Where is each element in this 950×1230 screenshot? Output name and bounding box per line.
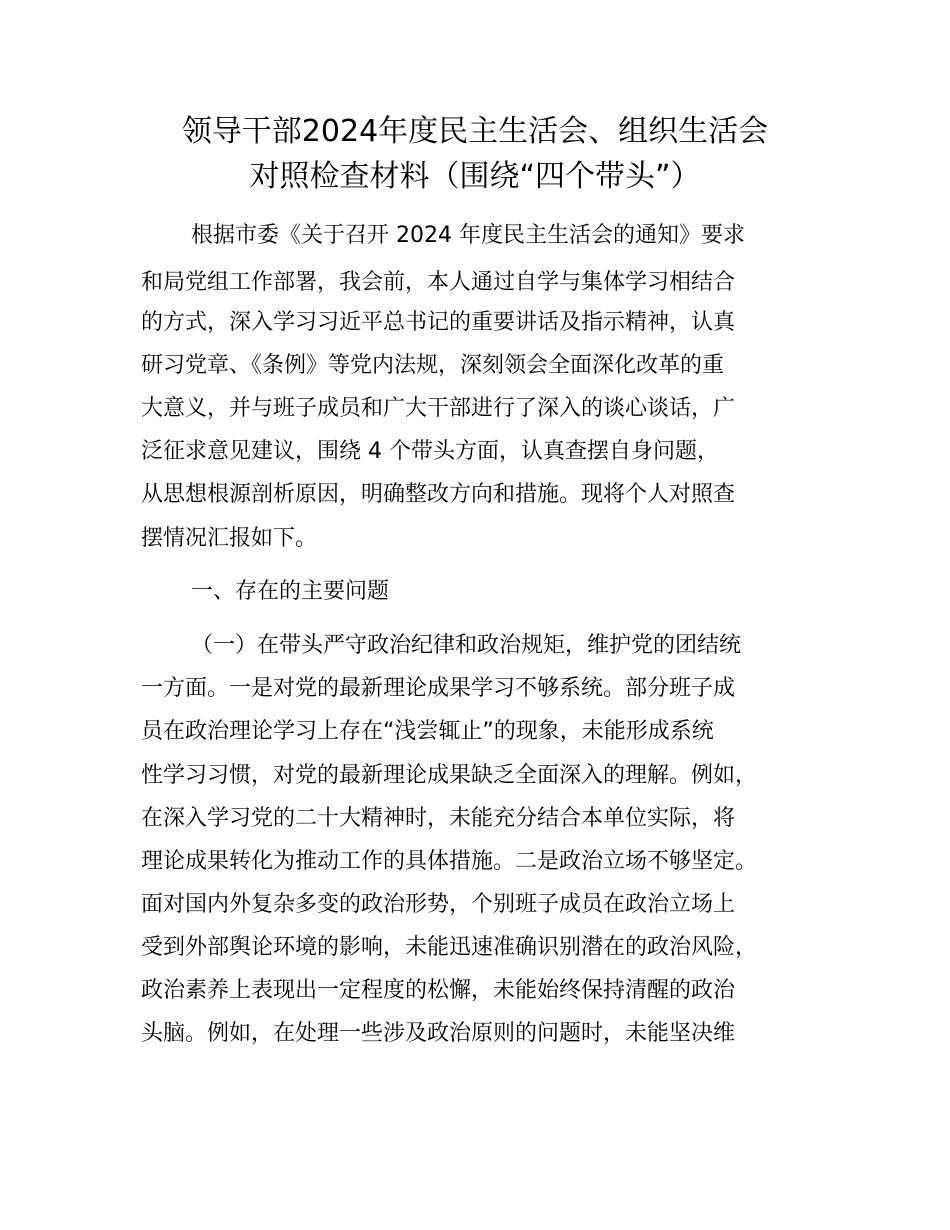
- body-line-1: 根据市委《关于召开 2024 年度民主生活会的通知》要求: [191, 223, 745, 248]
- body-line-7: 从思想根源剖析原因，明确整改方向和措施。现将个人对照查: [141, 482, 736, 507]
- body-line-13: 性学习习惯，对党的最新理论成果缺乏全面深入的理解。例如，: [141, 763, 758, 788]
- body-line-10: （一）在带头严守政治纪律和政治规矩，维护党的团结统: [191, 633, 742, 658]
- body-line-8: 摆情况汇报如下。: [141, 526, 318, 551]
- body-line-15: 理论成果转化为推动工作的具体措施。二是政治立场不够坚定。: [141, 849, 758, 874]
- body-line-19: 头脑。例如，在处理一些涉及政治原则的问题时，未能坚决维: [141, 1021, 736, 1046]
- body-line-4: 研习党章、《条例》等党内法规，深刻领会全面深化改革的重: [141, 353, 725, 378]
- body-line-5: 大意义，并与班子成员和广大干部进行了深入的谈心谈话，广: [141, 396, 736, 421]
- body-line-6: 泛征求意见建议，围绕 4 个带头方面，认真查摆自身问题，: [141, 439, 719, 464]
- body-line-12: 员在政治理论学习上存在“浅尝辄止”的现象，未能形成系统: [141, 719, 714, 744]
- body-line-17: 受到外部舆论环境的影响，未能迅速准确识别潜在的政治风险，: [141, 935, 758, 960]
- body-line-16: 面对国内外复杂多变的政治形势，个别班子成员在政治立场上: [141, 892, 736, 917]
- body-line-14: 在深入学习党的二十大精神时，未能充分结合本单位实际，将: [141, 806, 736, 831]
- body-line-2: 和局党组工作部署，我会前，本人通过自学与集体学习相结合: [141, 270, 736, 295]
- document-title-line-1: 领导干部2024年度民主生活会、组织生活会: [181, 114, 769, 149]
- section-heading-1: 一、存在的主要问题: [191, 579, 390, 604]
- body-line-11: 一方面。一是对党的最新理论成果学习不够系统。部分班子成: [141, 676, 736, 701]
- body-line-3: 的方式，深入学习习近平总书记的重要讲话及指示精神，认真: [141, 310, 736, 335]
- document-title-line-2: 对照检查材料（围绕“四个带头”）: [249, 159, 701, 194]
- body-line-18: 政治素养上表现出一定程度的松懈，未能始终保持清醒的政治: [141, 978, 736, 1003]
